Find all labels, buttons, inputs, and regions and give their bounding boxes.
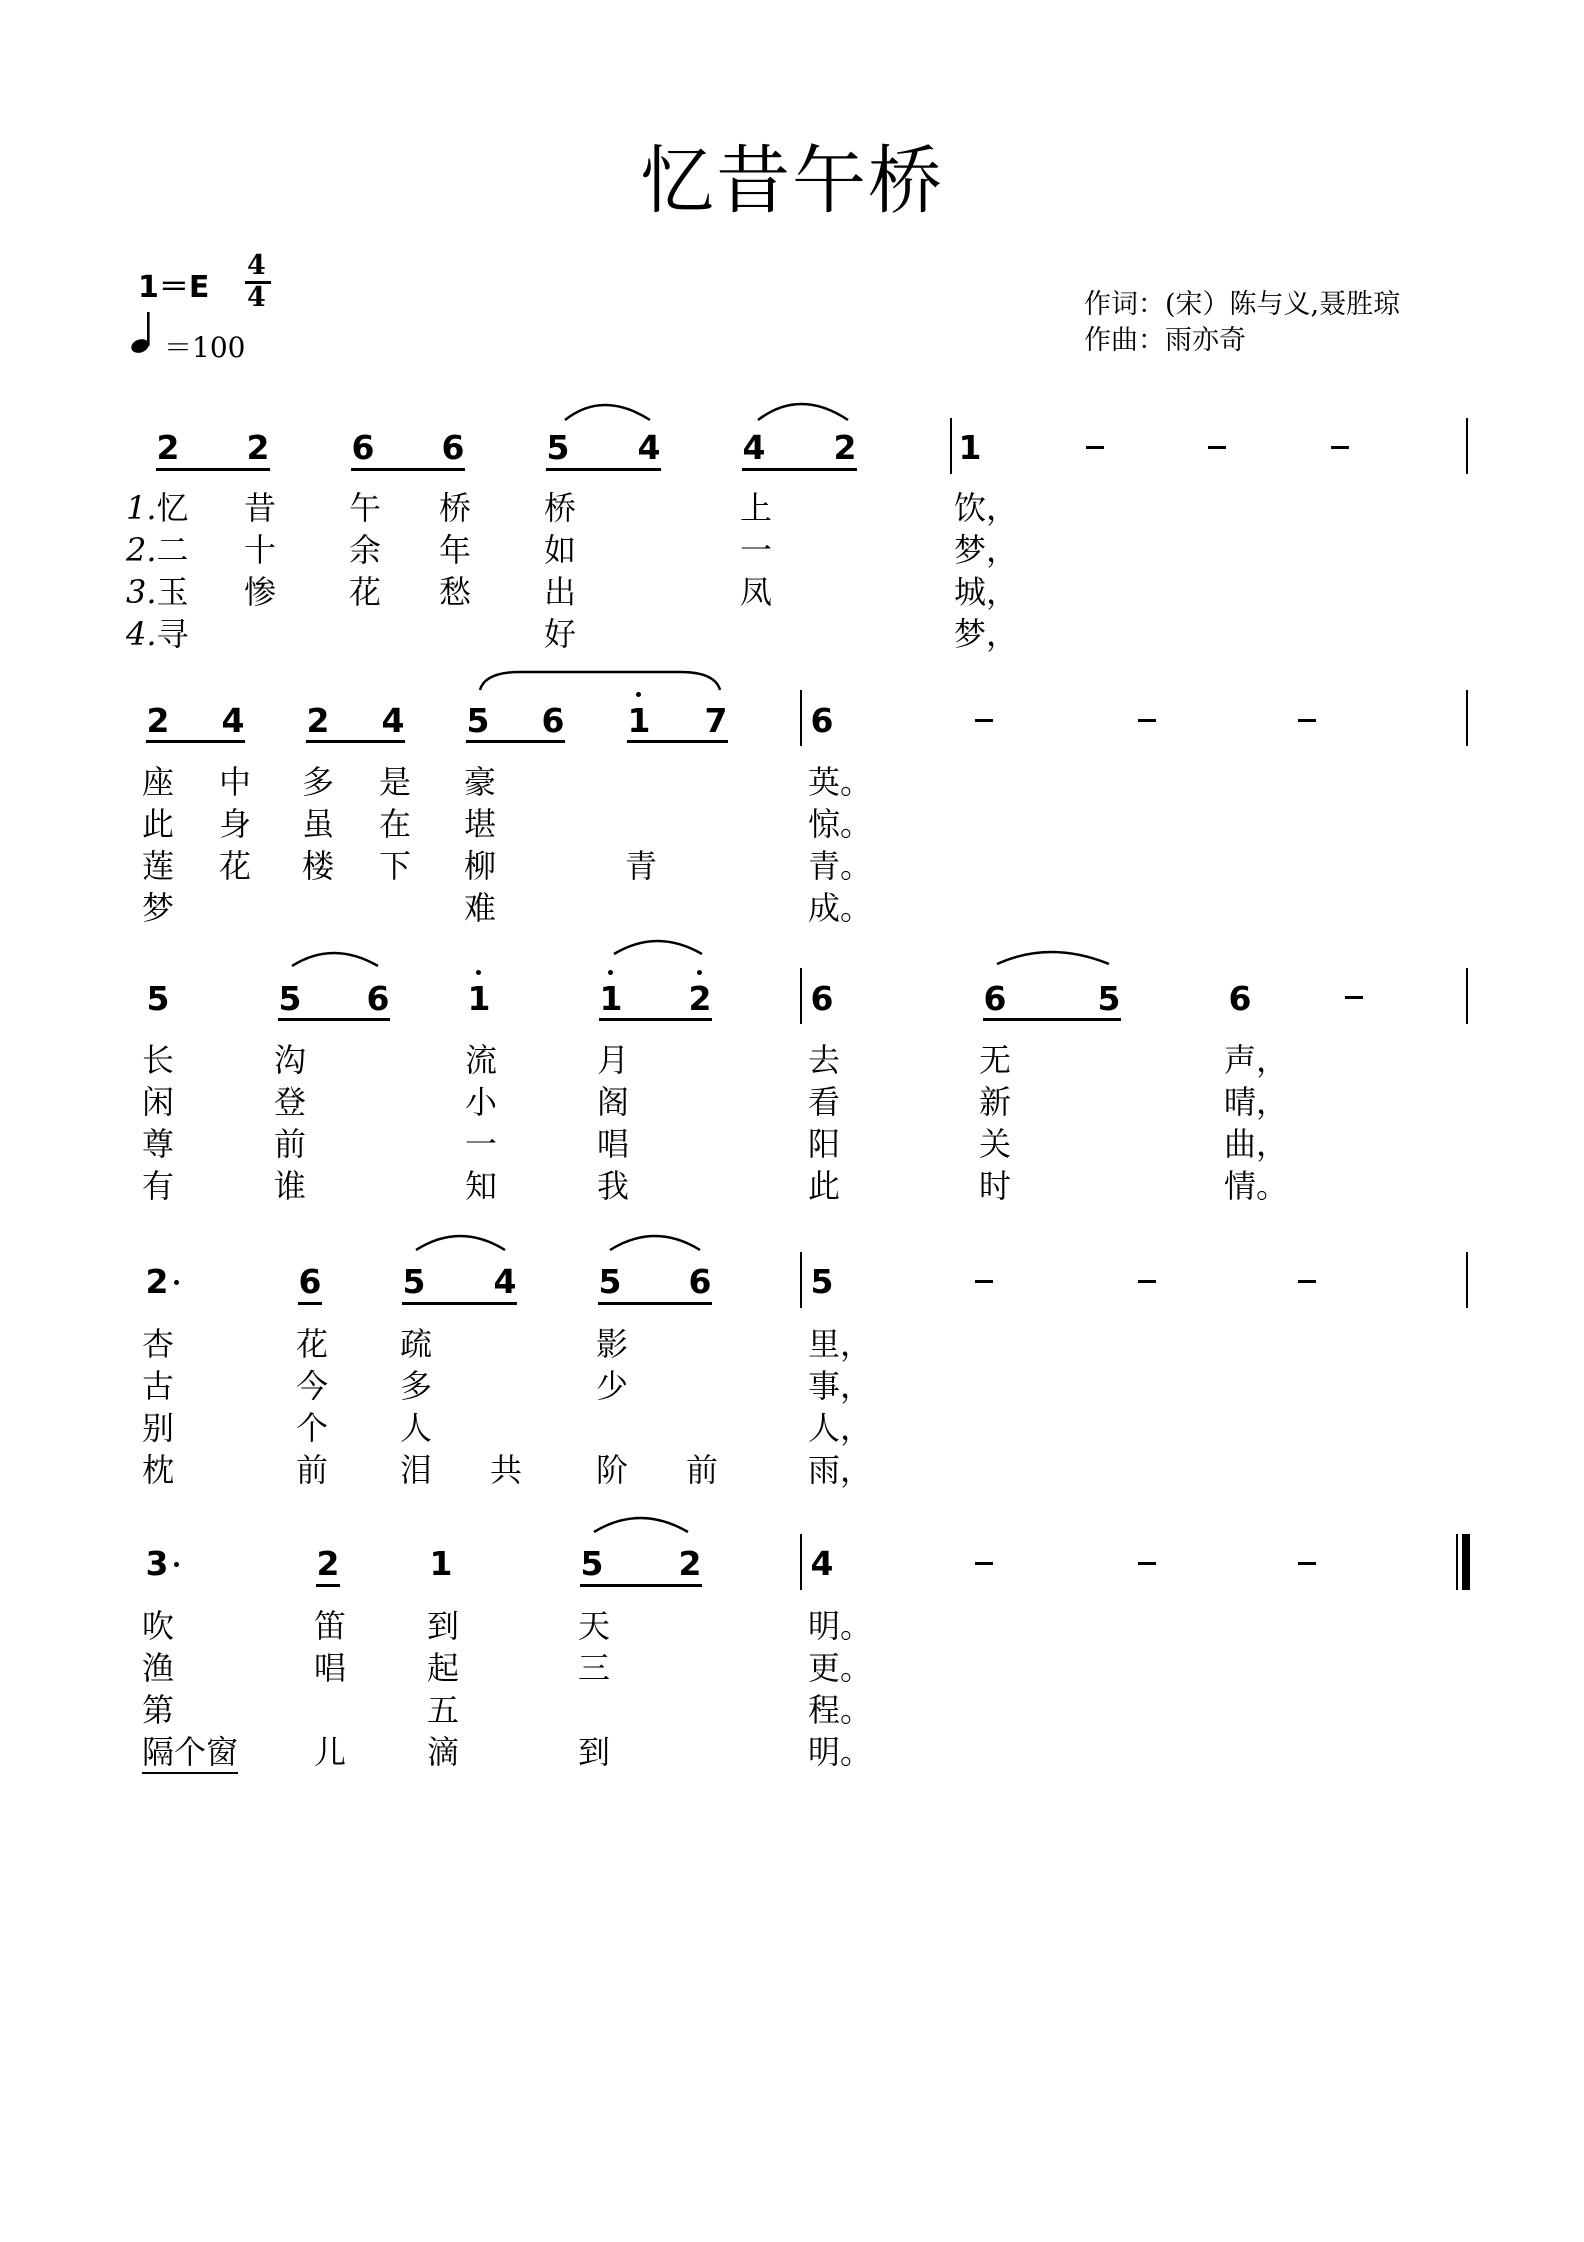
lyric-syllable: 看 xyxy=(808,1083,841,1121)
note: 2 xyxy=(306,701,330,740)
lyric-syllable: 声， xyxy=(1224,1041,1289,1079)
time-signature-top: 4 xyxy=(247,250,266,281)
lyric-syllable: 3.玉 xyxy=(126,573,189,611)
note: 6 xyxy=(366,979,390,1018)
lyric-syllable: 个 xyxy=(296,1409,329,1447)
lyric-syllable: 曲， xyxy=(1224,1125,1289,1163)
note: 6 xyxy=(1228,979,1252,1018)
lyric-syllable: 堪 xyxy=(464,805,497,843)
lyric-syllable: 惊。 xyxy=(808,805,873,843)
note: 3 xyxy=(145,1544,169,1583)
lyric-syllable: 楼 xyxy=(302,847,335,885)
lyric-syllable: 上 xyxy=(740,489,773,527)
lyric-syllable: 明。 xyxy=(808,1607,873,1645)
lyric-syllable: 共 xyxy=(490,1451,523,1489)
lyric-syllable: 枕 xyxy=(142,1451,175,1489)
lyric-syllable: 城， xyxy=(954,573,1019,611)
note: 5 xyxy=(810,1262,834,1301)
lyric-syllable: 程。 xyxy=(808,1691,873,1729)
note: 1 xyxy=(467,979,491,1018)
lyric-syllable: 人 xyxy=(400,1409,433,1447)
note: 2 xyxy=(316,1544,340,1583)
lyric-syllable: 儿 xyxy=(314,1733,347,1771)
lyric-syllable: 尊 xyxy=(142,1125,175,1163)
lyric-syllable: 人， xyxy=(808,1409,873,1447)
lyric-syllable: 今 xyxy=(296,1367,329,1405)
lyric-syllable: 前 xyxy=(686,1451,719,1489)
lyric-syllable: 莲 xyxy=(142,847,175,885)
note: 5 xyxy=(278,979,302,1018)
time-signature-bottom: 4 xyxy=(247,282,266,313)
note: 6 xyxy=(810,701,834,740)
lyric-syllable: 梦， xyxy=(954,531,1019,569)
lyric-syllable: 笛 xyxy=(314,1607,347,1645)
note: 2 xyxy=(246,428,270,467)
lyric-syllable: 花 xyxy=(296,1325,329,1363)
lyric-syllable: 英。 xyxy=(808,763,873,801)
note: 2 xyxy=(145,1262,169,1301)
note: 1 xyxy=(958,428,982,467)
lyric-syllable: 年 xyxy=(439,531,472,569)
note: 2 xyxy=(156,428,180,467)
lyric-syllable: 渔 xyxy=(142,1649,175,1687)
lyric-syllable: 4.寻 xyxy=(126,615,189,653)
note: 2 xyxy=(833,428,857,467)
lyric-syllable: 难 xyxy=(464,889,497,927)
lyric-syllable: 事， xyxy=(808,1367,873,1405)
lyric-syllable: 有 xyxy=(142,1167,175,1205)
lyric-syllable: 晴， xyxy=(1224,1083,1289,1121)
lyric-syllable: 如 xyxy=(544,531,577,569)
note: 4 xyxy=(637,428,661,467)
lyric-syllable: 虽 xyxy=(302,805,335,843)
lyric-syllable: 出 xyxy=(544,573,577,611)
lyric-syllable: 花 xyxy=(349,573,382,611)
note: 2 xyxy=(688,979,712,1018)
lyric-syllable: 杏 xyxy=(142,1325,175,1363)
lyric-syllable: 惨 xyxy=(244,573,277,611)
note: 5 xyxy=(580,1544,604,1583)
lyric-syllable: 凤 xyxy=(740,573,773,611)
lyric-syllable: 无 xyxy=(979,1041,1012,1079)
lyric-syllable: 沟 xyxy=(274,1041,307,1079)
lyric-syllable: 下 xyxy=(379,847,412,885)
lyric-syllable: 关 xyxy=(979,1125,1012,1163)
lyric-syllable: 桥 xyxy=(439,489,472,527)
lyric-syllable: 影 xyxy=(596,1325,629,1363)
lyric-syllable: 此 xyxy=(142,805,175,843)
lyric-syllable: 前 xyxy=(296,1451,329,1489)
note: 1 xyxy=(627,701,651,740)
note: 4 xyxy=(221,701,245,740)
lyric-syllable: 座 xyxy=(142,763,175,801)
lyric-syllable: 去 xyxy=(808,1041,841,1079)
lyric-syllable: 梦， xyxy=(954,615,1019,653)
lyric-syllable: 我 xyxy=(597,1167,630,1205)
lyric-syllable: 情。 xyxy=(1224,1167,1289,1205)
lyric-syllable: 2.二 xyxy=(126,531,189,569)
lyric-syllable: 知 xyxy=(465,1167,498,1205)
note: 6 xyxy=(541,701,565,740)
note: 6 xyxy=(441,428,465,467)
note: 5 xyxy=(146,979,170,1018)
lyric-syllable: 唱 xyxy=(314,1649,347,1687)
lyric-syllable: 到 xyxy=(578,1733,611,1771)
lyric-syllable: 好 xyxy=(544,615,577,653)
lyric-syllable: 阶 xyxy=(596,1451,629,1489)
lyric-syllable: 成。 xyxy=(808,889,873,927)
lyric-syllable: 在 xyxy=(379,805,412,843)
note: 2 xyxy=(678,1544,702,1583)
lyric-syllable: 里， xyxy=(808,1325,873,1363)
lyric-syllable: 青。 xyxy=(808,847,873,885)
lyric-syllable: 三 xyxy=(578,1649,611,1687)
lyric-syllable: 前 xyxy=(274,1125,307,1163)
lyric-syllable: 滴 xyxy=(427,1733,460,1771)
lyric-syllable: 阁 xyxy=(597,1083,630,1121)
lyric-syllable: 青 xyxy=(625,847,658,885)
lyric-syllable: 饮， xyxy=(954,489,1019,527)
lyric-syllable: 新 xyxy=(979,1083,1012,1121)
note: 5 xyxy=(546,428,570,467)
note: 5 xyxy=(598,1262,622,1301)
lyric-syllable: 桥 xyxy=(544,489,577,527)
lyric-syllable: 泪 xyxy=(400,1451,433,1489)
lyric-syllable: 豪 xyxy=(464,763,497,801)
lyric-syllable: 少 xyxy=(596,1367,629,1405)
lyric-syllable: 明。 xyxy=(808,1733,873,1771)
lyric-syllable: 更。 xyxy=(808,1649,873,1687)
lyric-syllable: 昔 xyxy=(244,489,277,527)
lyric-syllable: 是 xyxy=(379,763,412,801)
note: 1 xyxy=(599,979,623,1018)
lyric-syllable: 一 xyxy=(465,1125,498,1163)
note: 7 xyxy=(704,701,728,740)
note: 2 xyxy=(146,701,170,740)
note: 6 xyxy=(688,1262,712,1301)
lyric-syllable: 五 xyxy=(427,1691,460,1729)
lyricist-credit: 作词：(宋）陈与义,聂胜琼 xyxy=(1084,289,1401,320)
lyric-syllable: 古 xyxy=(142,1367,175,1405)
lyric-syllable: 梦 xyxy=(142,889,175,927)
lyric-syllable: 疏 xyxy=(400,1325,433,1363)
lyric-syllable: 隔个窗 xyxy=(142,1736,238,1774)
lyric-syllable: 第 xyxy=(142,1691,175,1729)
lyric-syllable: 谁 xyxy=(274,1167,307,1205)
lyric-syllable: 雨， xyxy=(808,1451,873,1489)
note: 4 xyxy=(810,1544,834,1583)
lyric-syllable: 登 xyxy=(274,1083,307,1121)
note: 5 xyxy=(466,701,490,740)
lyric-syllable: 午 xyxy=(349,489,382,527)
lyric-syllable: 小 xyxy=(465,1083,498,1121)
key-signature: 1＝E xyxy=(138,270,210,305)
lyric-syllable: 别 xyxy=(142,1409,175,1447)
lyric-syllable: 一 xyxy=(740,531,773,569)
note: 6 xyxy=(983,979,1007,1018)
lyric-syllable: 阳 xyxy=(808,1125,841,1163)
note: 4 xyxy=(381,701,405,740)
lyric-syllable: 长 xyxy=(142,1041,175,1079)
song-title: 忆昔午桥 xyxy=(640,138,944,224)
lyric-syllable: 吹 xyxy=(142,1607,175,1645)
lyric-syllable: 余 xyxy=(349,531,382,569)
note: 5 xyxy=(402,1262,426,1301)
lyric-syllable: 起 xyxy=(427,1649,460,1687)
note: 4 xyxy=(493,1262,517,1301)
lyric-syllable: 天 xyxy=(578,1607,611,1645)
tempo-marking: ＝100 xyxy=(164,331,246,364)
lyric-syllable: 此 xyxy=(808,1167,841,1205)
note: 4 xyxy=(742,428,766,467)
lyric-syllable: 柳 xyxy=(464,847,497,885)
note: 6 xyxy=(351,428,375,467)
lyric-syllable: 流 xyxy=(465,1041,498,1079)
lyric-syllable: 中 xyxy=(219,763,252,801)
lyric-syllable: 到 xyxy=(427,1607,460,1645)
lyric-syllable: 唱 xyxy=(597,1125,630,1163)
lyric-syllable: 花 xyxy=(219,847,252,885)
lyric-syllable: 月 xyxy=(597,1041,630,1079)
lyric-syllable: 闲 xyxy=(142,1083,175,1121)
lyric-syllable: 多 xyxy=(302,763,335,801)
lyric-syllable: 十 xyxy=(244,531,277,569)
composer-credit: 作曲：雨亦奇 xyxy=(1084,325,1246,356)
lyric-syllable: 时 xyxy=(979,1167,1012,1205)
lyric-syllable: 1.忆 xyxy=(126,489,189,527)
note: 5 xyxy=(1097,979,1121,1018)
lyric-syllable: 愁 xyxy=(439,573,472,611)
note: 1 xyxy=(429,1544,453,1583)
lyric-syllable: 多 xyxy=(400,1367,433,1405)
note: 6 xyxy=(810,979,834,1018)
lyric-syllable: 身 xyxy=(219,805,252,843)
note: 6 xyxy=(298,1262,322,1301)
